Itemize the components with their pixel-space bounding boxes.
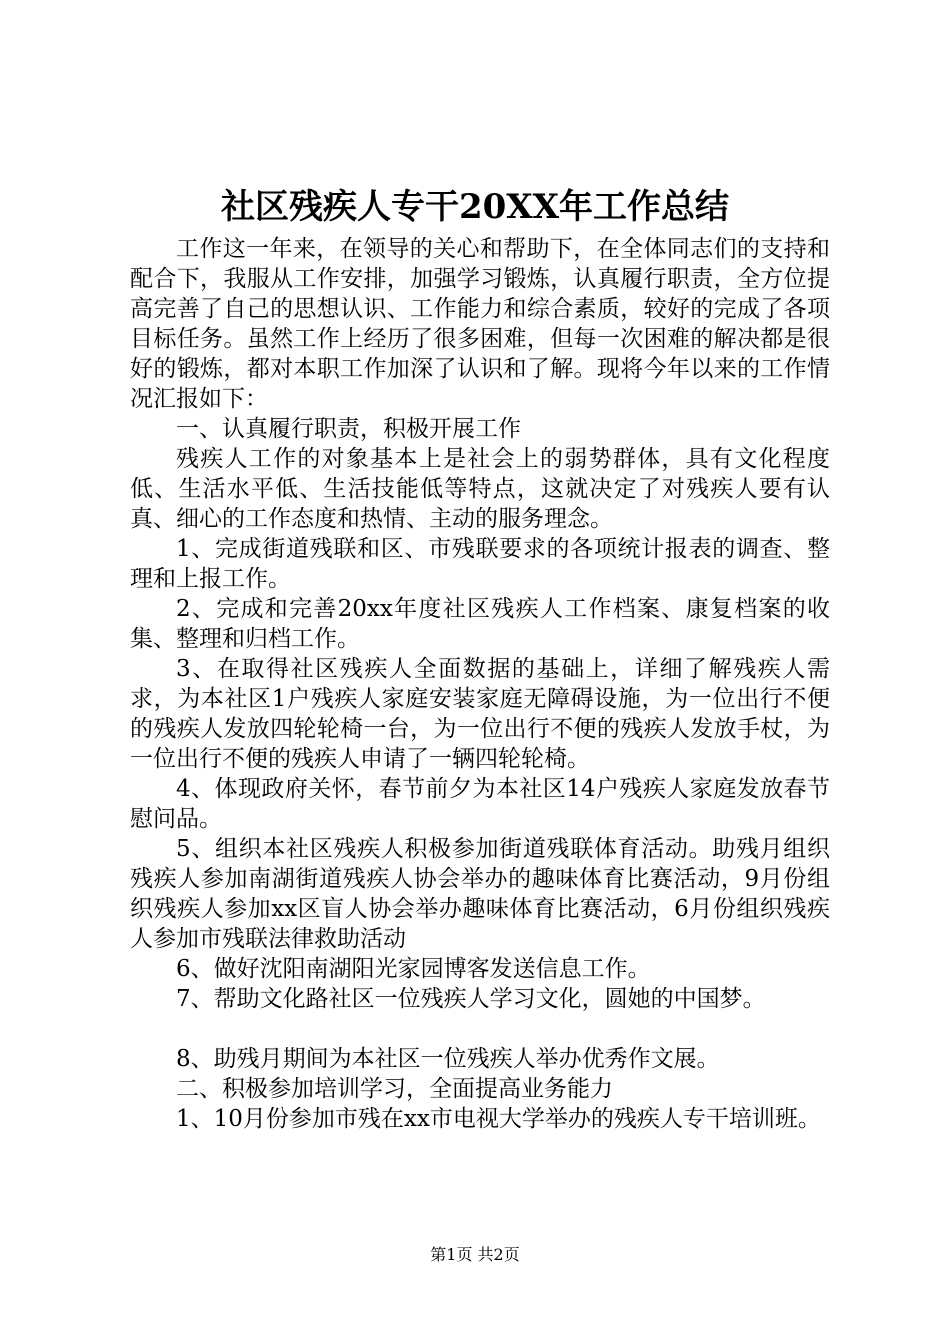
list-item: 3、在取得社区残疾人全面数据的基础上，详细了解残疾人需求，为本社区1户残疾人家庭安装家庭无障碍设施，为一位出行不便的残疾人发放四轮轮椅一台，为一位出行不便的残疾人发放手杖，为一位出行不便的残疾人申请了一辆四轮轮椅。 (130, 656, 830, 772)
list-item: 2、完成和完善20xx年度社区残疾人工作档案、康复档案的收集、整理和归档工作。 (130, 596, 830, 652)
blank-line (130, 1014, 830, 1044)
list-item: 4、体现政府关怀，春节前夕为本社区14户残疾人家庭发放春节慰问品。 (130, 776, 830, 832)
list-item: 5、组织本社区残疾人积极参加街道残联体育活动。助残月组织残疾人参加南湖街道残疾人协会举办的趣味体育比赛活动，9月份组织残疾人参加xx区盲人协会举办趣味体育比赛活动，6月份组织残疾人参加市残联法律救助活动 (130, 836, 830, 952)
paragraph-intro: 工作这一年来，在领导的关心和帮助下，在全体同志们的支持和配合下，我服从工作安排，加强学习锻炼，认真履行职责，全方位提高完善了自己的思想认识、工作能力和综合素质，较好的完成了各项目标任务。虽然工作上经历了很多困难，但每一次困难的解决都是很好的锻炼，都对本职工作加深了认识和了解。现将今年以来的工作情况汇报如下： (130, 236, 830, 412)
list-item: 6、做好沈阳南湖阳光家园博客发送信息工作。 (176, 956, 651, 982)
list-item: 7、帮助文化路社区一位残疾人学习文化，圆她的中国梦。 (176, 986, 766, 1012)
paragraph-overview: 残疾人工作的对象基本上是社会上的弱势群体，具有文化程度低、生活水平低、生活技能低等特点，这就决定了对残疾人要有认真、细心的工作态度和热情、主动的服务理念。 (130, 446, 830, 532)
list-item: 8、助残月期间为本社区一位残疾人举办优秀作文展。 (176, 1046, 720, 1072)
document-title: 社区残疾人专干20XX年工作总结 (220, 187, 730, 227)
page-footer: 第1页 共2页 (430, 1245, 520, 1264)
list-item: 1、完成街道残联和区、市残联要求的各项统计报表的调查、整理和上报工作。 (130, 536, 830, 592)
section-heading-2: 二、积极参加培训学习，全面提高业务能力 (176, 1076, 613, 1102)
list-item: 1、10月份参加市残在xx市电视大学举办的残疾人专干培训班。 (176, 1106, 821, 1132)
section-heading-1: 一、认真履行职责，积极开展工作 (176, 416, 521, 442)
document-body (130, 234, 830, 1134)
